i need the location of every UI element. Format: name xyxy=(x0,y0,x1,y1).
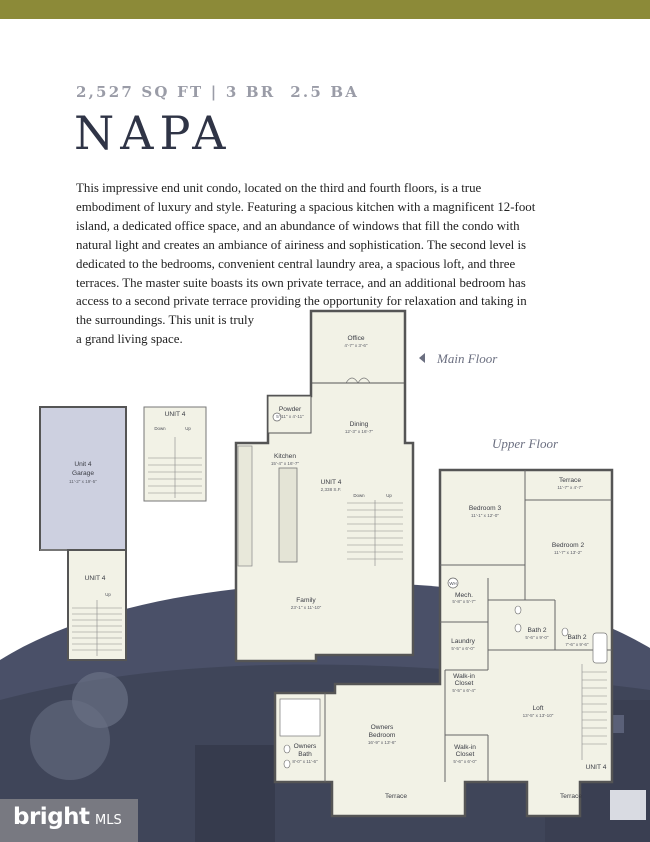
watermark-brand: bright xyxy=(13,804,90,830)
room-terrace-top-dims: 11'-7" x 4'-7" xyxy=(557,485,583,490)
garage-sub: Garage xyxy=(72,470,94,477)
main-stair-down: Down xyxy=(353,493,365,498)
room-bedroom2: Bedroom 2 xyxy=(551,542,585,549)
main-stair-up: Up xyxy=(386,493,392,498)
description-line: terraces. The master suite boasts its own private terrace, and an additional bedroom has xyxy=(76,275,526,290)
room-owners-bedroom: Owners xyxy=(370,724,394,731)
room-terrace-top: Terrace xyxy=(559,477,581,484)
description-line: embodiment of luxury and style. Featuring a spacious kitchen with a magnificent 12-foot xyxy=(76,199,536,214)
water-heater-label: WH xyxy=(449,581,457,586)
room-kitchen: Kitchen xyxy=(274,453,296,460)
room-bedroom3-dims: 11'-1" x 12'-0" xyxy=(471,513,499,518)
room-dining: Dining xyxy=(349,421,369,428)
watermark-suffix: MLS xyxy=(95,813,122,828)
room-dining-dims: 12'-3" x 16'-7" xyxy=(344,429,374,434)
room-bath2b: Bath 2 xyxy=(567,634,587,641)
room-office-dims: 4'-7" x 3'-6" xyxy=(344,343,368,348)
room-terrace-right: Terrace xyxy=(560,793,582,800)
room-loft-dims: 13'-5" x 13'-10" xyxy=(522,713,554,718)
room-bedroom2-dims: 11'-7" x 13'-2" xyxy=(554,550,582,555)
room-walkin-2b: Closet xyxy=(455,751,475,758)
room-bath2a-dims: 5'-6" x 9'-0" xyxy=(525,635,549,640)
room-powder-dims: 5'-11" x 4'-11" xyxy=(276,414,304,419)
room-owners-bath-b: Bath xyxy=(298,751,312,758)
room-powder: Powder xyxy=(278,406,302,413)
upper-unit-label: UNIT 4 xyxy=(585,764,607,771)
room-kitchen-dims: 15'-4" x 16'-7" xyxy=(270,461,300,466)
room-owners-bedroom-dims: 16'-9" x 13'-6" xyxy=(367,740,397,745)
garage-dims: 11'-2" x 19'-5" xyxy=(69,479,97,484)
description-line: a grand living space. xyxy=(76,332,183,347)
property-stats: 2,527 SQ FT | 3 BR 2.5 BA xyxy=(76,83,360,101)
room-walkin-2-dims: 5'-6" x 6'-0" xyxy=(453,759,477,764)
description-line: the surroundings. This unit is truly xyxy=(76,313,255,328)
room-family-dims: 23'-1" x 11'-10" xyxy=(290,605,322,610)
main-floor-plan xyxy=(236,311,413,661)
main-floor-pointer-icon xyxy=(419,353,425,363)
room-mech: Mech. xyxy=(455,592,473,599)
room-walkin-2: Walk-in xyxy=(454,744,476,751)
room-terrace-left: Terrace xyxy=(385,793,407,800)
stair-key-down: Down xyxy=(154,426,166,431)
room-office: Office xyxy=(347,335,365,342)
room-mech-dims: 5'-8" x 5'-7" xyxy=(452,599,476,604)
description-line: access to a second private terrace providing the opportunity for relaxation and taking in xyxy=(76,294,527,309)
room-owners-bedroom-b: Bedroom xyxy=(368,732,396,739)
garage-up-label: Up xyxy=(105,592,111,597)
room-bath2a: Bath 2 xyxy=(527,627,547,634)
room-family: Family xyxy=(296,597,316,604)
garage-plan xyxy=(40,407,126,660)
description-line: natural light and creates an ambiance of airiness and sophistication. The second level is xyxy=(76,237,527,252)
property-title: NAPA xyxy=(74,106,232,160)
room-owners-bath: Owners xyxy=(293,743,317,750)
room-laundry: Laundry xyxy=(451,638,475,645)
room-walkin-1-dims: 5'-5" x 6'-4" xyxy=(452,688,476,693)
room-laundry-dims: 5'-5" x 6'-0" xyxy=(451,646,475,651)
main-floor-label: Main Floor xyxy=(437,351,498,366)
room-loft: Loft xyxy=(532,705,544,712)
main-unit-sf: 2,338 S.F. xyxy=(320,487,342,492)
room-walkin-1: Walk-in xyxy=(453,673,475,680)
main-unit-label: UNIT 4 xyxy=(320,479,342,486)
room-owners-bath-dims: 8'-0" x 11'-6" xyxy=(292,759,318,764)
upper-floor-label: Upper Floor xyxy=(492,436,559,451)
room-bedroom3: Bedroom 3 xyxy=(468,505,502,512)
room-walkin-1b: Closet xyxy=(454,680,474,687)
description-line: This impressive end unit condo, located on the third and fourth floors, is a true xyxy=(76,181,482,195)
description-line: dedicated to the bedrooms, convenient central laundry area, a spacious loft, and three xyxy=(76,256,516,271)
stair-key xyxy=(144,407,206,501)
description-line: island, a dedicated office space, and an abundance of windows that fill the condo with xyxy=(76,218,520,233)
garage-unit-label: UNIT 4 xyxy=(84,575,106,582)
garage-name: Unit 4 xyxy=(74,461,92,468)
stair-key-up: Up xyxy=(185,426,191,431)
room-bath2b-dims: 7'-6" x 9'-6" xyxy=(565,642,589,647)
stair-key-unit: UNIT 4 xyxy=(164,411,186,418)
